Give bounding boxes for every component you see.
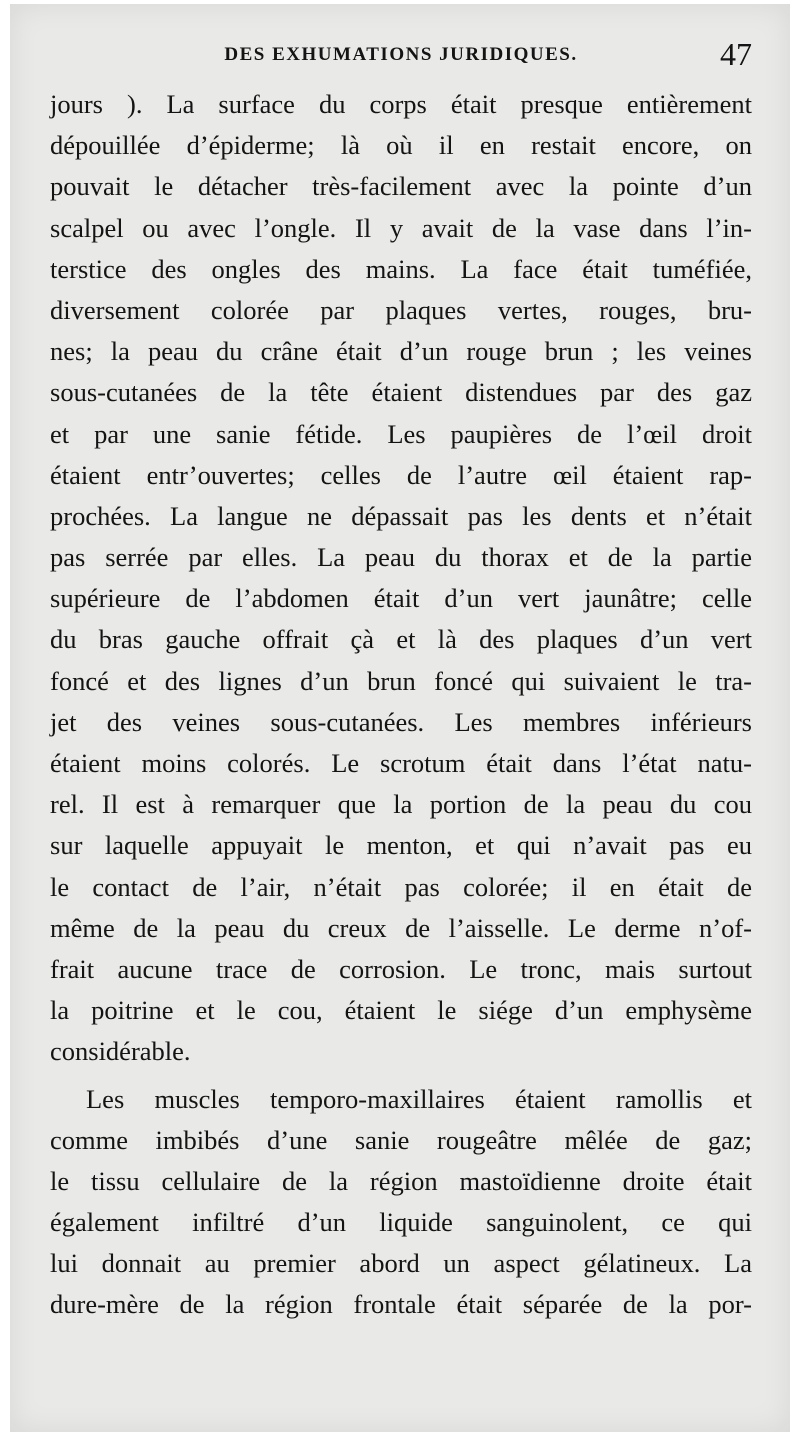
text-line: sur laquelle appuyait le menton, et qui n’avait pas eu: [50, 830, 752, 861]
text-line: du bras gauche offrait çà et là des plaques d’un vert: [50, 624, 752, 655]
text-line: dépouillée d’épiderme; là où il en restait encore, on: [50, 130, 752, 161]
text-line: supérieure de l’abdomen était d’un vert jaunâtre; celle: [50, 583, 752, 614]
book-page: [50, 0, 752, 1438]
text-line: également infiltré d’un liquide sanguinolent, ce qui: [50, 1207, 752, 1238]
text-line: le tissu cellulaire de la région mastoïdienne droite était: [50, 1165, 752, 1196]
page-number: 47: [720, 36, 752, 72]
text-line: prochées. La langue ne dépassait pas les dents et n’était: [50, 500, 752, 531]
paragraph: [50, 84, 752, 1073]
text-line: lui donnait au premier abord un aspect gélatineux. La: [50, 1248, 752, 1279]
running-title: DES EXHUMATIONS JURIDIQUES.: [224, 44, 578, 65]
body-text: [50, 84, 752, 1326]
text-line: et par une sanie fétide. Les paupières de l’œil droit: [50, 418, 752, 449]
running-head: [50, 36, 752, 76]
text-line: jours ). La surface du corps était presque entièrement: [50, 89, 752, 119]
text-line: foncé et des lignes d’un brun foncé qui suivaient le tra-: [50, 665, 752, 696]
text-line: frait aucune trace de corrosion. Le tronc, mais surtout: [50, 953, 752, 984]
text-line: jet des veines sous-cutanées. Les membres inférieurs: [50, 706, 752, 737]
text-line: scalpel ou avec l’ongle. Il y avait de la vase dans l’in-: [50, 212, 752, 243]
text-line: rel. Il est à remarquer que la portion de la peau du cou: [50, 789, 752, 820]
text-line: le contact de l’air, n’était pas colorée; il en était de: [50, 871, 752, 902]
paragraph: [50, 1079, 752, 1326]
text-line: dure-mère de la région frontale était séparée de la por-: [50, 1289, 752, 1320]
text-line: même de la peau du creux de l’aisselle. Le derme n’of-: [50, 912, 752, 943]
text-line: la poitrine et le cou, étaient le siége d’un emphysème: [50, 995, 752, 1026]
text-line: étaient entr’ouvertes; celles de l’autre œil étaient rap-: [50, 459, 752, 490]
text-line: terstice des ongles des mains. La face était tuméfiée,: [50, 253, 752, 284]
text-line: pas serrée par elles. La peau du thorax et de la partie: [50, 542, 752, 573]
text-line: pouvait le détacher très-facilement avec la pointe d’un: [50, 171, 752, 202]
text-line: Les muscles temporo-maxillaires étaient ramollis et: [86, 1083, 752, 1114]
text-line: comme imbibés d’une sanie rougeâtre mêlée de gaz;: [50, 1124, 752, 1155]
text-line: étaient moins colorés. Le scrotum était dans l’état natu-: [50, 748, 752, 778]
text-line: sous-cutanées de la tête étaient distendues par des gaz: [50, 377, 752, 408]
text-line: nes; la peau du crâne était d’un rouge brun ; les veines: [50, 336, 752, 367]
text-line: considérable.: [50, 1036, 191, 1067]
text-line: diversement colorée par plaques vertes, rouges, bru-: [50, 294, 752, 325]
